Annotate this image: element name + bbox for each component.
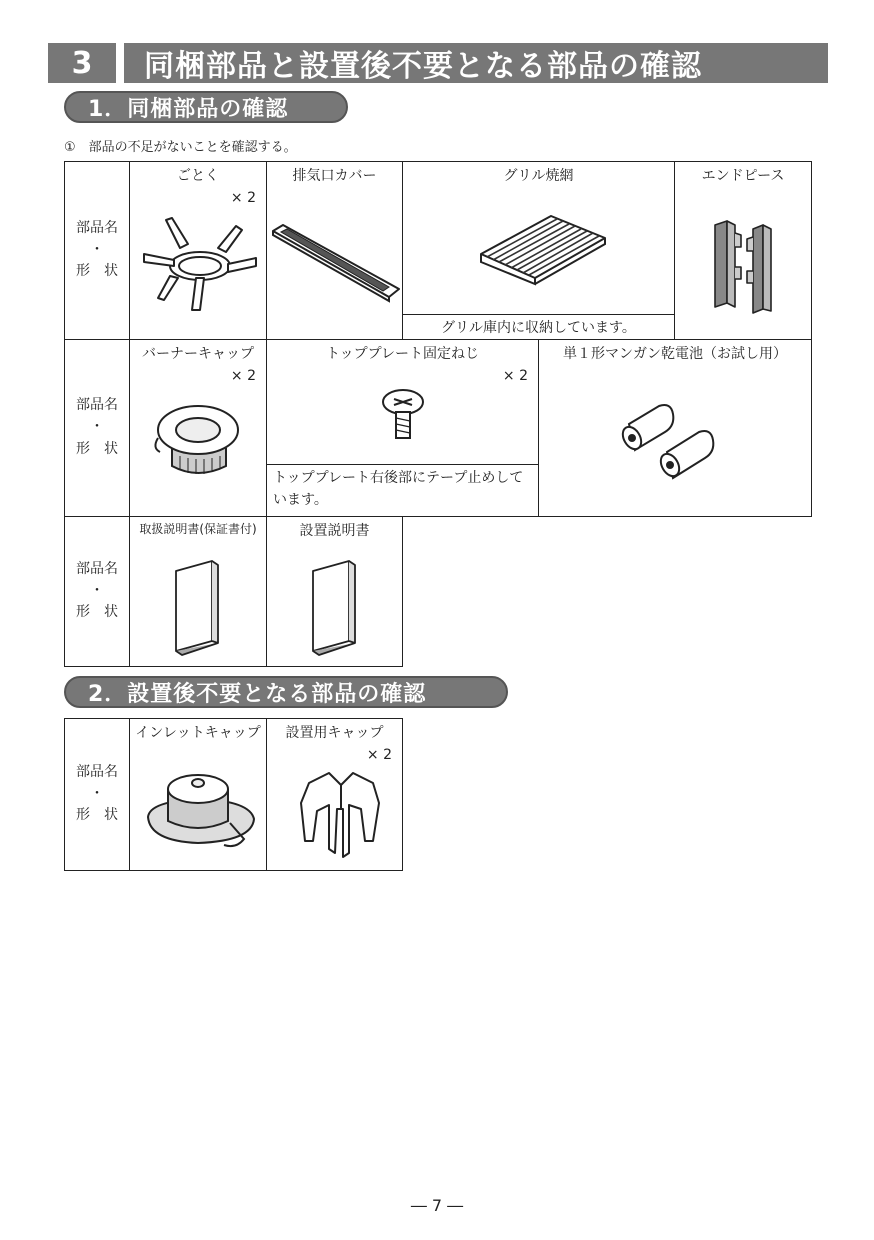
- part-cell-burner-cap: バーナーキャップ × 2: [130, 340, 267, 517]
- row-header: 部品名 ・ 形 状: [65, 719, 130, 871]
- section-number: 3: [48, 43, 116, 83]
- section-title: 同梱部品と設置後不要となる部品の確認: [124, 43, 828, 83]
- part-cell-trivet: ごとく × 2: [130, 162, 267, 340]
- grill-rack-icon: [473, 212, 613, 286]
- trivet-icon: [138, 214, 260, 314]
- part-cell-manual: 取扱説明書(保証書付): [130, 517, 267, 667]
- subsection-title-1: 1．同梱部品の確認: [64, 91, 348, 123]
- subsection-title-2: 2．設置後不要となる部品の確認: [64, 676, 508, 708]
- install-manual-icon: [309, 557, 365, 657]
- screw-note: トッププレート右後部にテープ止めしています。: [267, 465, 539, 517]
- screw-icon: [379, 388, 429, 442]
- instruction-note: ① 部品の不足がないことを確認する。: [64, 140, 297, 155]
- included-parts-table: [64, 161, 812, 667]
- row-header: 部品名 ・ 形 状: [65, 162, 130, 340]
- exhaust-cover-icon: [269, 217, 401, 307]
- row-header: 部品名 ・ 形 状: [65, 517, 130, 667]
- part-cell-inlet-cap: インレットキャップ: [130, 719, 267, 871]
- row-header: 部品名 ・ 形 状: [65, 340, 130, 517]
- part-cell-install-manual: 設置説明書: [267, 517, 403, 667]
- page-number: ― 7 ―: [410, 1196, 464, 1215]
- battery-icon: [619, 400, 739, 480]
- manual-icon: [172, 557, 228, 657]
- part-cell-end-piece: エンドピース: [675, 162, 812, 340]
- part-cell-install-cap: 設置用キャップ × 2: [267, 719, 403, 871]
- part-cell-screw: トッププレート固定ねじ × 2: [267, 340, 539, 465]
- burner-cap-icon: [150, 398, 250, 498]
- grill-rack-note: グリル庫内に収納しています。: [403, 315, 675, 340]
- install-cap-icon: [295, 769, 385, 865]
- part-cell-exhaust-cover: 排気口カバー: [267, 162, 403, 340]
- removable-parts-table: [64, 718, 403, 871]
- part-cell-grill-rack: グリル焼網: [403, 162, 675, 315]
- end-piece-icon: [705, 217, 785, 317]
- inlet-cap-icon: [140, 765, 260, 861]
- part-cell-battery: 単１形マンガン乾電池（お試し用）: [539, 340, 812, 517]
